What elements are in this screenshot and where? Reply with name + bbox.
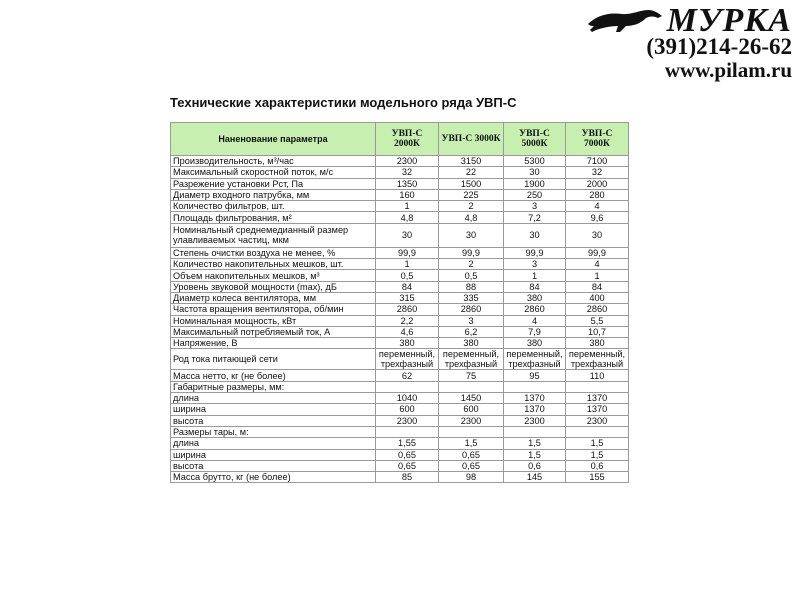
value-cell: 2300 bbox=[566, 415, 629, 426]
value-cell: 1500 bbox=[439, 178, 504, 189]
header-model: УВП-С 5000К bbox=[504, 123, 566, 156]
table-row bbox=[171, 472, 629, 483]
table-row bbox=[171, 201, 629, 212]
value-cell: 400 bbox=[566, 292, 629, 303]
table-row bbox=[171, 338, 629, 349]
value-cell: 160 bbox=[376, 189, 439, 200]
spec-table-body bbox=[171, 156, 629, 483]
value-cell: 145 bbox=[504, 472, 566, 483]
value-cell: 7100 bbox=[566, 156, 629, 167]
value-cell: 0,65 bbox=[439, 449, 504, 460]
value-cell: 85 bbox=[376, 472, 439, 483]
value-cell: 0,65 bbox=[376, 460, 439, 471]
param-cell: Номинальная мощность, кВт bbox=[171, 315, 376, 326]
param-cell: Масса нетто, кг (не более) bbox=[171, 370, 376, 381]
value-cell: 84 bbox=[376, 281, 439, 292]
table-row bbox=[171, 393, 629, 404]
header-model: УВП-С 2000К bbox=[376, 123, 439, 156]
value-cell: переменный, трехфазный bbox=[504, 349, 566, 370]
param-cell: высота bbox=[171, 460, 376, 471]
value-cell bbox=[504, 381, 566, 392]
table-row bbox=[171, 438, 629, 449]
table-row bbox=[171, 292, 629, 303]
brand-name: МУРКА bbox=[666, 2, 792, 39]
value-cell: переменный, трехфазный bbox=[439, 349, 504, 370]
value-cell: 6,2 bbox=[439, 326, 504, 337]
page-title: Технические характеристики модельного ряда УВП-С bbox=[170, 95, 517, 110]
value-cell: 2300 bbox=[504, 415, 566, 426]
value-cell: 99,9 bbox=[504, 247, 566, 258]
param-cell: Размеры тары, м: bbox=[171, 426, 376, 437]
value-cell: 32 bbox=[566, 167, 629, 178]
value-cell: 2860 bbox=[376, 304, 439, 315]
param-cell: Род тока питающей сети bbox=[171, 349, 376, 370]
value-cell: 0,65 bbox=[376, 449, 439, 460]
value-cell: 250 bbox=[504, 189, 566, 200]
header-model: УВП-С 3000К bbox=[439, 123, 504, 156]
param-cell: Количество фильтров, шт. bbox=[171, 201, 376, 212]
value-cell: 4,8 bbox=[376, 212, 439, 223]
value-cell: 3 bbox=[504, 259, 566, 270]
value-cell bbox=[439, 426, 504, 437]
value-cell: 84 bbox=[504, 281, 566, 292]
value-cell: 30 bbox=[566, 223, 629, 247]
table-row bbox=[171, 460, 629, 471]
table-row bbox=[171, 167, 629, 178]
param-cell: Частота вращения вентилятора, об/мин bbox=[171, 304, 376, 315]
value-cell: 1370 bbox=[566, 404, 629, 415]
value-cell: 30 bbox=[376, 223, 439, 247]
value-cell: 225 bbox=[439, 189, 504, 200]
value-cell: 315 bbox=[376, 292, 439, 303]
value-cell: 95 bbox=[504, 370, 566, 381]
value-cell: 280 bbox=[566, 189, 629, 200]
table-row bbox=[171, 178, 629, 189]
table-row bbox=[171, 259, 629, 270]
param-cell: Максимальный скоростной поток, м/с bbox=[171, 167, 376, 178]
value-cell: 1,5 bbox=[504, 449, 566, 460]
table-row bbox=[171, 156, 629, 167]
param-cell: Напряжение, В bbox=[171, 338, 376, 349]
value-cell: 4 bbox=[504, 315, 566, 326]
value-cell bbox=[376, 426, 439, 437]
value-cell: 1,5 bbox=[566, 438, 629, 449]
value-cell: 1 bbox=[566, 270, 629, 281]
value-cell: 380 bbox=[504, 338, 566, 349]
value-cell: 75 bbox=[439, 370, 504, 381]
table-row bbox=[171, 247, 629, 258]
table-row bbox=[171, 449, 629, 460]
param-cell: Масса брутто, кг (не более) bbox=[171, 472, 376, 483]
value-cell: 600 bbox=[376, 404, 439, 415]
value-cell: 3150 bbox=[439, 156, 504, 167]
param-cell: Габаритные размеры, мм: bbox=[171, 381, 376, 392]
value-cell: 84 bbox=[566, 281, 629, 292]
panther-logo-icon bbox=[586, 4, 664, 34]
value-cell: 99,9 bbox=[566, 247, 629, 258]
value-cell: 5300 bbox=[504, 156, 566, 167]
value-cell: 110 bbox=[566, 370, 629, 381]
table-row bbox=[171, 281, 629, 292]
value-cell: 2300 bbox=[376, 156, 439, 167]
param-cell: высота bbox=[171, 415, 376, 426]
value-cell: 380 bbox=[566, 338, 629, 349]
value-cell: 1350 bbox=[376, 178, 439, 189]
table-row bbox=[171, 212, 629, 223]
value-cell: 1450 bbox=[439, 393, 504, 404]
value-cell: 380 bbox=[504, 292, 566, 303]
value-cell: 5,5 bbox=[566, 315, 629, 326]
value-cell: 2860 bbox=[566, 304, 629, 315]
value-cell: 2000 bbox=[566, 178, 629, 189]
value-cell: 155 bbox=[566, 472, 629, 483]
param-cell: Диаметр входного патрубка, мм bbox=[171, 189, 376, 200]
value-cell: 22 bbox=[439, 167, 504, 178]
value-cell: 4 bbox=[566, 259, 629, 270]
value-cell: 1,55 bbox=[376, 438, 439, 449]
table-row bbox=[171, 326, 629, 337]
table-row bbox=[171, 189, 629, 200]
table-row bbox=[171, 415, 629, 426]
value-cell bbox=[504, 426, 566, 437]
value-cell bbox=[566, 426, 629, 437]
value-cell: 1 bbox=[504, 270, 566, 281]
param-cell: длина bbox=[171, 393, 376, 404]
value-cell: 1370 bbox=[504, 393, 566, 404]
table-row bbox=[171, 426, 629, 437]
value-cell: 99,9 bbox=[439, 247, 504, 258]
param-cell: Количество накопительных мешков, шт. bbox=[171, 259, 376, 270]
value-cell: 1,5 bbox=[504, 438, 566, 449]
value-cell: 4 bbox=[566, 201, 629, 212]
value-cell bbox=[439, 381, 504, 392]
brand-site[interactable]: www.pilam.ru bbox=[664, 58, 792, 82]
value-cell: 0,6 bbox=[566, 460, 629, 471]
table-row bbox=[171, 223, 629, 247]
value-cell: 2860 bbox=[439, 304, 504, 315]
param-cell: Степень очистки воздуха не менее, % bbox=[171, 247, 376, 258]
value-cell: 3 bbox=[439, 315, 504, 326]
value-cell: 1 bbox=[376, 259, 439, 270]
param-cell: Производительность, м³/час bbox=[171, 156, 376, 167]
value-cell: 2,2 bbox=[376, 315, 439, 326]
value-cell: 380 bbox=[376, 338, 439, 349]
value-cell: 30 bbox=[439, 223, 504, 247]
value-cell: 4,6 bbox=[376, 326, 439, 337]
value-cell: 1,5 bbox=[566, 449, 629, 460]
value-cell: 2300 bbox=[439, 415, 504, 426]
value-cell: 1,5 bbox=[439, 438, 504, 449]
value-cell: 7,2 bbox=[504, 212, 566, 223]
value-cell: 0,6 bbox=[504, 460, 566, 471]
value-cell: 0,65 bbox=[439, 460, 504, 471]
brand-phone: (391)214-26-62 bbox=[646, 34, 792, 59]
value-cell: 380 bbox=[439, 338, 504, 349]
header-model: УВП-С 7000К bbox=[566, 123, 629, 156]
value-cell: 98 bbox=[439, 472, 504, 483]
value-cell: 335 bbox=[439, 292, 504, 303]
param-cell: Номинальный среднемедианный размер улавливаемых частиц, мкм bbox=[171, 223, 376, 247]
param-cell: Максимальный потребляемый ток, А bbox=[171, 326, 376, 337]
value-cell bbox=[566, 381, 629, 392]
table-row bbox=[171, 270, 629, 281]
value-cell: 0,5 bbox=[439, 270, 504, 281]
value-cell: 2300 bbox=[376, 415, 439, 426]
brand-block bbox=[586, 2, 796, 80]
param-cell: ширина bbox=[171, 449, 376, 460]
value-cell: переменный, трехфазный bbox=[566, 349, 629, 370]
param-cell: Объем накопительных мешков, м³ bbox=[171, 270, 376, 281]
table-row bbox=[171, 381, 629, 392]
param-cell: Площадь фильтрования, м² bbox=[171, 212, 376, 223]
value-cell: 1 bbox=[376, 201, 439, 212]
value-cell: 1900 bbox=[504, 178, 566, 189]
value-cell: 88 bbox=[439, 281, 504, 292]
table-row bbox=[171, 304, 629, 315]
value-cell: 600 bbox=[439, 404, 504, 415]
param-cell: Разрежение установки Рст, Па bbox=[171, 178, 376, 189]
value-cell: 1370 bbox=[566, 393, 629, 404]
value-cell: 3 bbox=[504, 201, 566, 212]
value-cell: 30 bbox=[504, 167, 566, 178]
value-cell: 1370 bbox=[504, 404, 566, 415]
param-cell: Уровень звуковой мощности (max), дБ bbox=[171, 281, 376, 292]
value-cell: 2860 bbox=[504, 304, 566, 315]
value-cell: 32 bbox=[376, 167, 439, 178]
value-cell: 62 bbox=[376, 370, 439, 381]
value-cell: 99,9 bbox=[376, 247, 439, 258]
table-row bbox=[171, 349, 629, 370]
value-cell: 10,7 bbox=[566, 326, 629, 337]
value-cell: 30 bbox=[504, 223, 566, 247]
value-cell: переменный, трехфазный bbox=[376, 349, 439, 370]
table-header-row bbox=[171, 123, 629, 156]
table-row bbox=[171, 404, 629, 415]
value-cell: 4,8 bbox=[439, 212, 504, 223]
param-cell: длина bbox=[171, 438, 376, 449]
value-cell: 9,6 bbox=[566, 212, 629, 223]
header-param: Наненование параметра bbox=[171, 123, 376, 156]
value-cell: 0,5 bbox=[376, 270, 439, 281]
param-cell: ширина bbox=[171, 404, 376, 415]
value-cell: 2 bbox=[439, 201, 504, 212]
value-cell: 1040 bbox=[376, 393, 439, 404]
value-cell bbox=[376, 381, 439, 392]
value-cell: 7,9 bbox=[504, 326, 566, 337]
spec-table bbox=[170, 122, 629, 483]
value-cell: 2 bbox=[439, 259, 504, 270]
table-row bbox=[171, 370, 629, 381]
param-cell: Диаметр колеса вентилятора, мм bbox=[171, 292, 376, 303]
table-row bbox=[171, 315, 629, 326]
